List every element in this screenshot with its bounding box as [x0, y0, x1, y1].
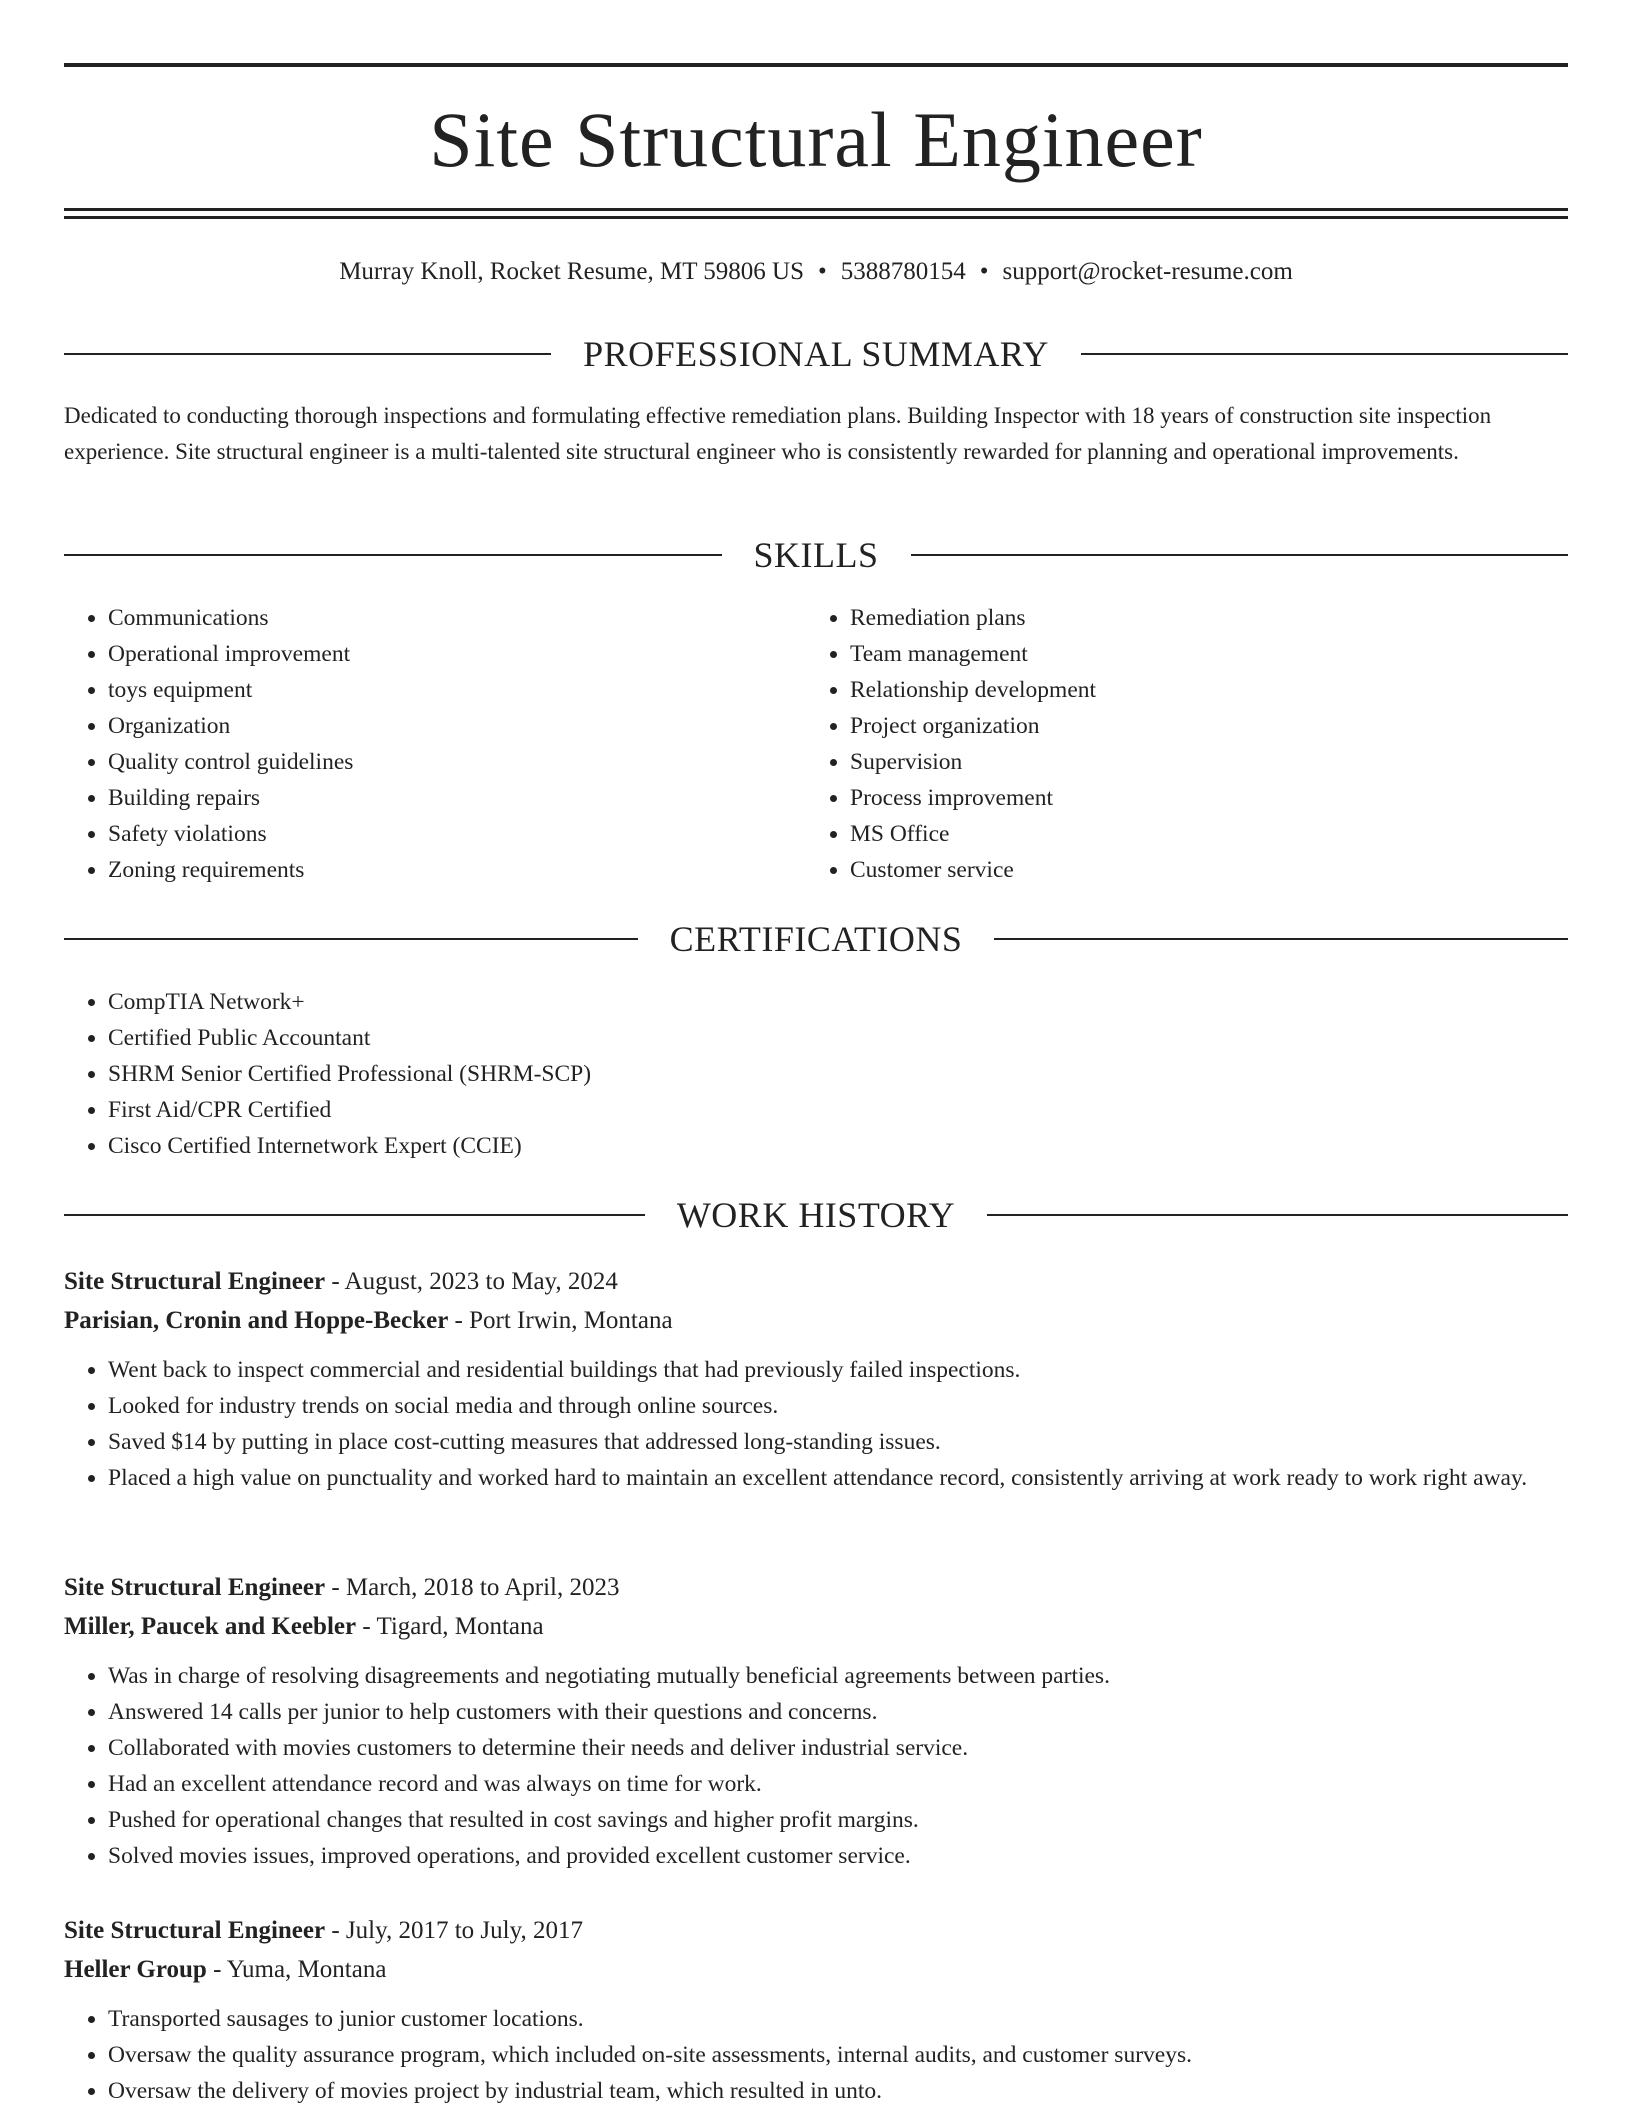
job-bullets: [64, 1658, 1568, 1874]
double-rule-upper: [64, 208, 1568, 211]
job-entry: [64, 1568, 1568, 1874]
skill-item: • Building repairs: [108, 780, 808, 816]
job-company-line: [64, 1950, 1568, 1989]
job-bullet: • Oversaw the quality assurance program, which included on-site assessments, internal audits, and customer surveys.: [108, 2037, 1568, 2073]
job-location: - Port Irwin, Montana: [448, 1307, 673, 1334]
job-title-line: [64, 1568, 1568, 1607]
job-bullet: • Transported sausages to junior customer locations.: [108, 2001, 1568, 2037]
job-bullet: • Collaborated with movies customers to determine their needs and deliver industrial service.: [108, 1730, 1568, 1766]
contact-phone: 5388780154: [840, 258, 966, 285]
skill-item: • toys equipment: [108, 672, 808, 708]
job-entry: [64, 1911, 1568, 2109]
divider-line: [1081, 353, 1568, 355]
job-dates: - July, 2017 to July, 2017: [325, 1917, 583, 1944]
resume-title: Site Structural Engineer: [429, 96, 1203, 183]
job-bullet: • Had an excellent attendance record and was always on time for work.: [108, 1766, 1568, 1802]
divider-line: [987, 1214, 1568, 1216]
divider-line: [911, 554, 1569, 556]
skill-item: • Relationship development: [850, 672, 1550, 708]
skill-item: • Safety violations: [108, 816, 808, 852]
double-rule-lower: [64, 216, 1568, 219]
skill-item: • Remediation plans: [850, 600, 1550, 636]
job-company-line: [64, 1607, 1568, 1646]
skill-item: • MS Office: [850, 816, 1550, 852]
certifications-heading: CERTIFICATIONS: [669, 919, 963, 959]
job-title: Site Structural Engineer: [64, 1917, 326, 1944]
job-title-line: [64, 1911, 1568, 1950]
job-company: Parisian, Cronin and Hoppe-Becker: [64, 1307, 449, 1334]
job-bullet: • Went back to inspect commercial and residential buildings that had previously failed inspections.: [108, 1352, 1568, 1388]
work-history-section-header: [64, 1193, 1568, 1237]
job-dates: - August, 2023 to May, 2024: [325, 1268, 618, 1295]
job-title: Site Structural Engineer: [64, 1268, 326, 1295]
certification-item: • SHRM Senior Certified Professional (SHRM-SCP): [108, 1056, 1508, 1092]
top-rule: [64, 63, 1568, 67]
job-bullet: • Was in charge of resolving disagreements and negotiating mutually beneficial agreements between parties.: [108, 1658, 1568, 1694]
skills-list-right: [806, 600, 1550, 888]
contact-address: Murray Knoll, Rocket Resume, MT 59806 US: [339, 258, 804, 285]
contact-separator: •: [817, 258, 827, 285]
job-location: - Yuma, Montana: [206, 1956, 387, 1983]
job-bullets: [64, 1352, 1568, 1496]
job-company: Miller, Paucek and Keebler: [64, 1613, 357, 1640]
job-entry: [64, 1262, 1568, 1496]
contact-email: support@rocket-resume.com: [1002, 258, 1293, 285]
job-title: Site Structural Engineer: [64, 1574, 326, 1601]
divider-line: [994, 938, 1568, 940]
job-bullet: • Placed a high value on punctuality and worked hard to maintain an excellent attendance record, consistently arriving at work ready to work right away.: [108, 1460, 1568, 1496]
summary-heading: PROFESSIONAL SUMMARY: [583, 334, 1049, 374]
certifications-section-header: [64, 917, 1568, 961]
skill-item: • Team management: [850, 636, 1550, 672]
job-title-line: [64, 1262, 1568, 1301]
divider-line: [64, 554, 722, 556]
skill-item: • Communications: [108, 600, 808, 636]
certification-item: • Certified Public Accountant: [108, 1020, 1508, 1056]
job-company-line: [64, 1301, 1568, 1340]
skill-item: • Supervision: [850, 744, 1550, 780]
job-bullet: • Answered 14 calls per junior to help customers with their questions and concerns.: [108, 1694, 1568, 1730]
certification-item: • First Aid/CPR Certified: [108, 1092, 1508, 1128]
certifications-list: [64, 984, 1508, 1164]
work-history-heading: WORK HISTORY: [676, 1195, 956, 1235]
skills-heading: SKILLS: [753, 535, 879, 575]
summary-text: Dedicated to conducting thorough inspections and formulating effective remediation plans. Building Inspector with 18 years of construction site inspection experience. Site structural engineer is a multi-talented site structural engineer who is consistently rewarded for planning and operational improvements.: [64, 403, 1492, 464]
skill-item: • Project organization: [850, 708, 1550, 744]
job-bullet: • Solved movies issues, improved operations, and provided excellent customer service.: [108, 1838, 1568, 1874]
skill-item: • Zoning requirements: [108, 852, 808, 888]
job-company: Heller Group: [64, 1956, 207, 1983]
summary-section-header: [64, 332, 1568, 376]
skill-item: • Operational improvement: [108, 636, 808, 672]
job-location: - Tigard, Montana: [356, 1613, 544, 1640]
job-dates: - March, 2018 to April, 2023: [325, 1574, 620, 1601]
skill-item: • Quality control guidelines: [108, 744, 808, 780]
job-bullet: • Looked for industry trends on social media and through online sources.: [108, 1388, 1568, 1424]
job-bullet: • Oversaw the delivery of movies project by industrial team, which resulted in unto.: [108, 2073, 1568, 2109]
skill-item: • Organization: [108, 708, 808, 744]
certification-item: • Cisco Certified Internetwork Expert (CCIE): [108, 1128, 1508, 1164]
skill-item: • Process improvement: [850, 780, 1550, 816]
contact-separator: •: [979, 258, 989, 285]
job-bullet: • Pushed for operational changes that resulted in cost savings and higher profit margins.: [108, 1802, 1568, 1838]
skill-item: • Customer service: [850, 852, 1550, 888]
job-bullet: • Saved $14 by putting in place cost-cutting measures that addressed long-standing issues.: [108, 1424, 1568, 1460]
skills-section-header: [64, 533, 1568, 577]
divider-line: [64, 353, 551, 355]
skills-list-left: [64, 600, 808, 888]
certification-item: • CompTIA Network+: [108, 984, 1508, 1020]
job-bullets: [64, 2001, 1568, 2109]
contact-line: [64, 254, 1568, 290]
divider-line: [64, 938, 638, 940]
divider-line: [64, 1214, 645, 1216]
